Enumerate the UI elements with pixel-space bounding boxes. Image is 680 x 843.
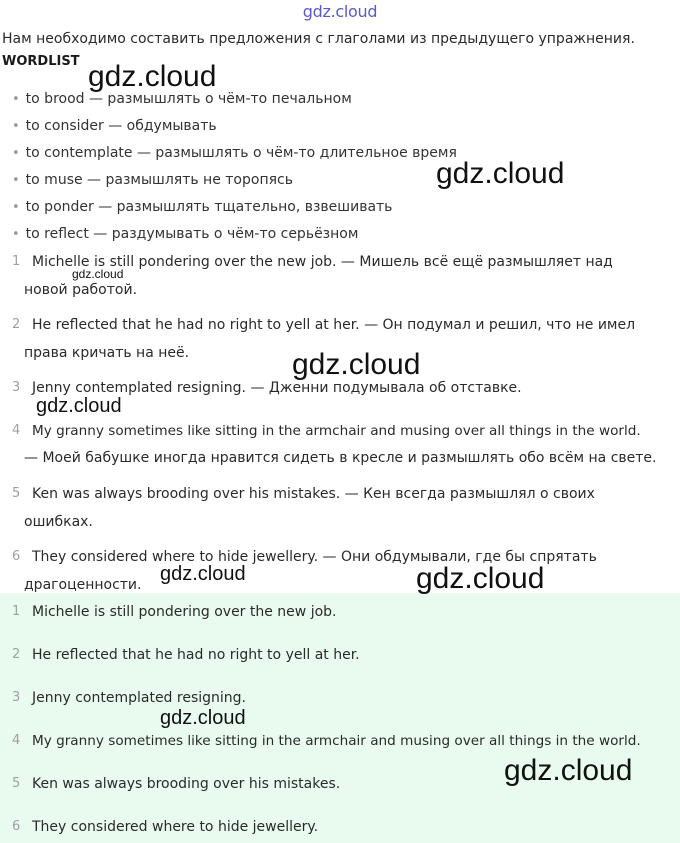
watermark: gdz.cloud	[292, 348, 421, 381]
wordlist-item: • to reflect — раздумывать о чём-то серьёзном	[12, 226, 359, 242]
item-number: 1	[12, 254, 21, 269]
answers-block	[0, 593, 680, 843]
answer-line: They considered where to hide jewellery.	[32, 819, 319, 835]
watermark: gdz.cloud	[436, 157, 565, 190]
answer-number: 1	[12, 604, 21, 619]
translation-continuation: новой работой.	[24, 282, 138, 298]
answer-line: Michelle is still pondering over the new job.	[32, 604, 337, 620]
watermark: gdz.cloud	[36, 395, 122, 417]
answer-line: He reflected that he had no right to yell at her.	[32, 647, 360, 663]
translation-continuation: права кричать на неё.	[24, 345, 190, 361]
header-watermark: gdz.cloud	[302, 2, 378, 21]
bullet-dot-icon: •	[12, 227, 20, 242]
wordlist-title: WORDLIST	[2, 54, 80, 69]
translation-continuation: ошибках.	[24, 514, 93, 530]
translation-line: Ken was always brooding over his mistakes. — Кен всегда размышлял о своих	[32, 486, 595, 502]
answer-number: 6	[12, 819, 21, 834]
bullet-dot-icon: •	[12, 200, 20, 215]
answer-line: Jenny contemplated resigning.	[32, 690, 246, 706]
bullet-dot-icon: •	[12, 146, 20, 161]
watermark: gdz.cloud	[160, 563, 246, 585]
wordlist-item: • to muse — размышлять не торопясь	[12, 172, 293, 188]
wordlist-item: • to brood — размышлять о чём-то печальном	[12, 91, 352, 107]
answer-line: Ken was always brooding over his mistakes.	[32, 776, 341, 792]
bullet-dot-icon: •	[12, 119, 20, 134]
answer-number: 2	[12, 647, 21, 662]
answer-number: 3	[12, 690, 21, 705]
watermark: gdz.cloud	[504, 754, 633, 787]
translation-line: He reflected that he had no right to yell at her. — Он подумал и решил, что не имел	[32, 317, 636, 333]
intro-text: Нам необходимо составить предложения с глаголами из предыдущего упражнения.	[2, 31, 635, 47]
item-number: 6	[12, 549, 21, 564]
bullet-dot-icon: •	[12, 173, 20, 188]
answer-number: 5	[12, 776, 21, 791]
watermark: gdz.cloud	[416, 562, 545, 595]
item-number: 3	[12, 380, 21, 395]
answer-line: My granny sometimes like sitting in the armchair and musing over all things in the world.	[32, 733, 641, 749]
watermark: gdz.cloud	[88, 60, 217, 93]
watermark: gdz.cloud	[72, 267, 124, 281]
translation-continuation: — Моей бабушке иногда нравится сидеть в кресле и размышлять обо всём на свете.	[24, 450, 657, 466]
wordlist-item: • to consider — обдумывать	[12, 118, 217, 134]
translation-line: Jenny contemplated resigning. — Дженни подумывала об отставке.	[32, 380, 522, 396]
translation-line: Michelle is still pondering over the new job. — Мишель всё ещё размышляет над	[32, 254, 613, 270]
item-number: 4	[12, 423, 21, 438]
translation-line: They considered where to hide jewellery. — Они обдумывали, где бы спрятать	[32, 549, 597, 565]
watermark: gdz.cloud	[160, 707, 246, 729]
wordlist-item: • to contemplate — размышлять о чём-то длительное время	[12, 145, 457, 161]
translation-continuation: драгоценности.	[24, 577, 142, 593]
translation-line: My granny sometimes like sitting in the armchair and musing over all things in the world.	[32, 423, 641, 439]
item-number: 2	[12, 317, 21, 332]
item-number: 5	[12, 486, 21, 501]
answer-number: 4	[12, 733, 21, 748]
bullet-dot-icon: •	[12, 92, 20, 107]
wordlist-item: • to ponder — размышлять тщательно, взвешивать	[12, 199, 393, 215]
